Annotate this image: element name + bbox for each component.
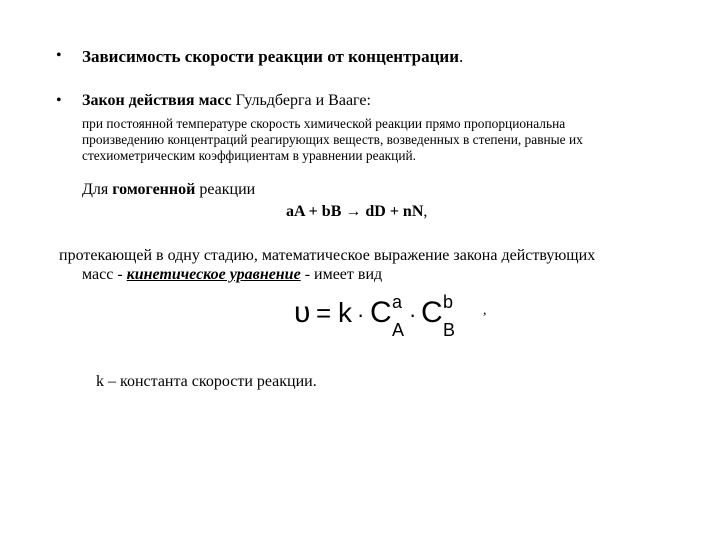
formula-lhs: υ [294, 296, 311, 329]
item2-title-bold: Закон действия масс [82, 92, 232, 109]
reaction-equation [286, 203, 427, 221]
law-description [82, 116, 692, 164]
bullet-1: • [56, 47, 62, 64]
kinetic-formula [292, 292, 492, 340]
formula-sub-b: B [443, 320, 456, 340]
description-line-1: при постоянной температуре скорость химической реакции прямо пропорциональна [82, 116, 566, 131]
homog-prefix: Для [82, 181, 113, 198]
bullet-2: • [56, 92, 62, 109]
item1-heading [82, 47, 463, 67]
homogeneous-line [82, 181, 255, 199]
homog-bold: гомогенной [112, 181, 196, 198]
item1-end: . [459, 47, 464, 66]
item1-title: Зависимость скорости реакции от концентрации [82, 47, 459, 66]
formula-c-b: C [421, 296, 443, 329]
description-line-3: стехиометрическим коэффициентам в уравнении реакций. [82, 148, 417, 163]
formula-dot-2: · [409, 302, 417, 327]
formula-equals: = [316, 298, 332, 328]
formula-exp-a: a [392, 292, 403, 312]
kinetic-equation-term: кинетическое уравнение [126, 266, 301, 283]
formula-exp-b: b [443, 292, 454, 312]
paragraph-line2-suffix: - имеет вид [300, 266, 383, 283]
equation-text: aA + bB → dD + nN [286, 203, 424, 220]
description-line-2: произведению концентраций реагирующих веществ, возведенных в степени, равные их [82, 132, 583, 147]
formula-c-a: C [370, 296, 392, 329]
paragraph-line2-prefix: масс - [82, 266, 127, 283]
item2-heading [82, 92, 371, 110]
equation-end: , [423, 203, 428, 220]
formula-k: k [338, 297, 352, 328]
paragraph-line-2 [82, 266, 382, 284]
formula-trailing-comma: , [483, 303, 487, 318]
formula-dot-1: · [357, 302, 365, 327]
formula-sub-a: A [392, 320, 405, 340]
k-definition: k – константа скорости реакции. [96, 373, 317, 390]
item2-title-rest: Гульдберга и Вааге: [231, 92, 371, 109]
paragraph-line-1: протекающей в одну стадию, математическое выражение закона действующих [59, 247, 596, 264]
homog-suffix: реакции [195, 181, 256, 198]
